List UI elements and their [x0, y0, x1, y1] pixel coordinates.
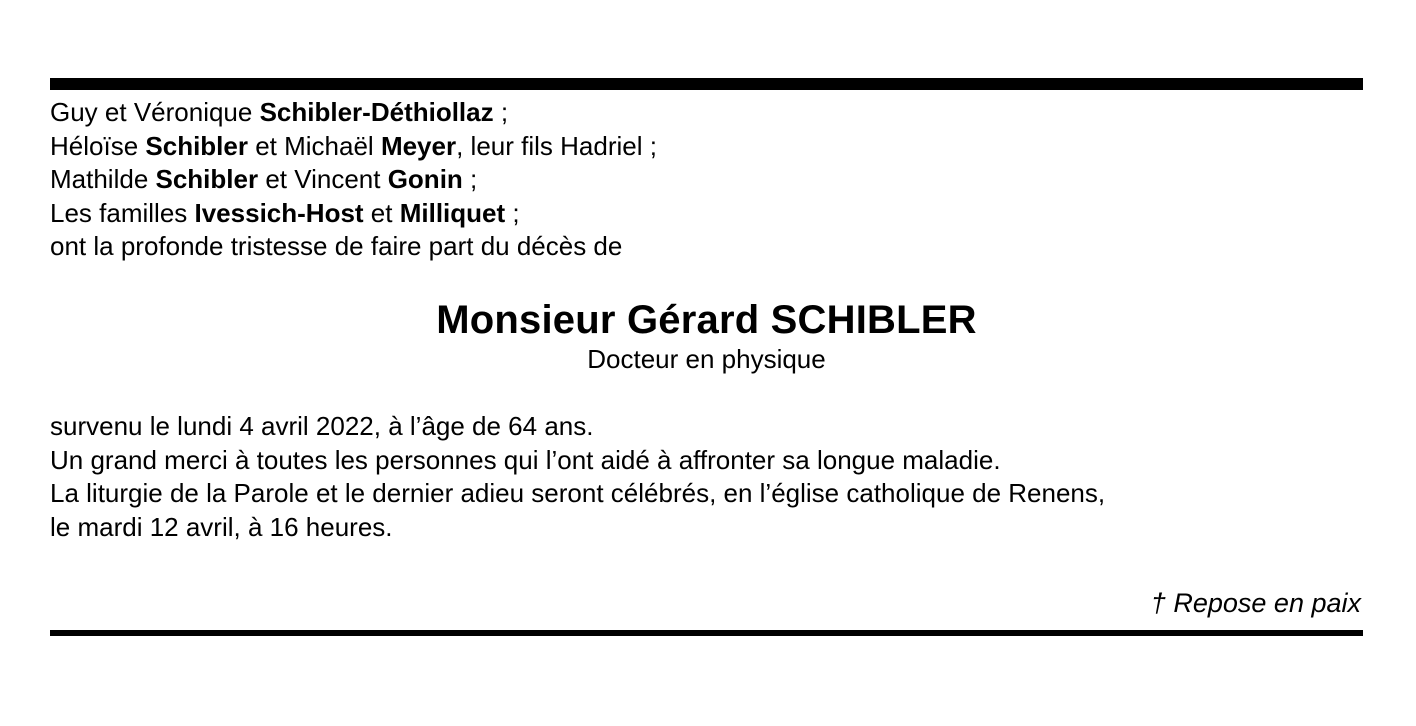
- rest-in-peace-text: Repose en paix: [1173, 588, 1361, 618]
- family-line-4: [50, 197, 1363, 231]
- family-line-1: [50, 96, 1363, 130]
- notice-body: [50, 410, 1363, 544]
- announcement-line: [50, 230, 1363, 264]
- body-line-3: La liturgie de la Parole et le dernier adieu seront célébrés, en l’église catholique de Renens,: [50, 478, 1106, 508]
- deceased-title: Docteur en physique: [587, 343, 826, 374]
- surname-bold: Schibler: [155, 164, 259, 194]
- top-rule: [50, 78, 1363, 90]
- surname-bold: Ivessich-Host: [194, 197, 364, 228]
- notice-content: [50, 78, 1363, 636]
- cross-icon: †: [1150, 588, 1166, 618]
- intro-text: Les familles: [50, 197, 195, 228]
- intro-text: et Michaël: [247, 130, 381, 161]
- rest-in-peace-line: [50, 587, 1363, 621]
- intro-text: et Vincent: [258, 164, 388, 194]
- intro-text: Guy et Véronique: [50, 97, 260, 127]
- intro-text: et: [363, 197, 400, 228]
- intro-text: Héloïse: [50, 130, 146, 161]
- intro-text: ;: [505, 197, 520, 228]
- family-line-2: [50, 130, 1363, 164]
- intro-text: , leur fils Hadriel ;: [456, 130, 657, 161]
- body-line-4: le mardi 12 avril, à 16 heures.: [50, 511, 393, 542]
- intro-text: Mathilde: [50, 164, 156, 194]
- deceased-name: Monsieur Gérard SCHIBLER: [436, 297, 977, 342]
- surname-bold: Schibler: [145, 130, 248, 161]
- surname-bold: Schibler-Déthiollaz: [259, 97, 494, 127]
- intro-text: ;: [462, 164, 478, 194]
- surname-bold: Milliquet: [399, 197, 506, 228]
- intro-text: ont la profonde tristesse de faire part du décès de: [50, 231, 623, 261]
- surname-bold: Meyer: [380, 130, 457, 161]
- body-line-1: survenu le lundi 4 avril 2022, à l’âge de 64 ans.: [50, 411, 594, 441]
- family-intro: [50, 96, 1363, 264]
- bottom-rule: [50, 630, 1363, 636]
- surname-bold: Gonin: [387, 164, 463, 194]
- intro-text: ;: [493, 97, 509, 127]
- body-line-2: Un grand merci à toutes les personnes qui l’ont aidé à affronter sa longue maladie.: [50, 444, 1001, 475]
- family-line-3: [50, 163, 1363, 197]
